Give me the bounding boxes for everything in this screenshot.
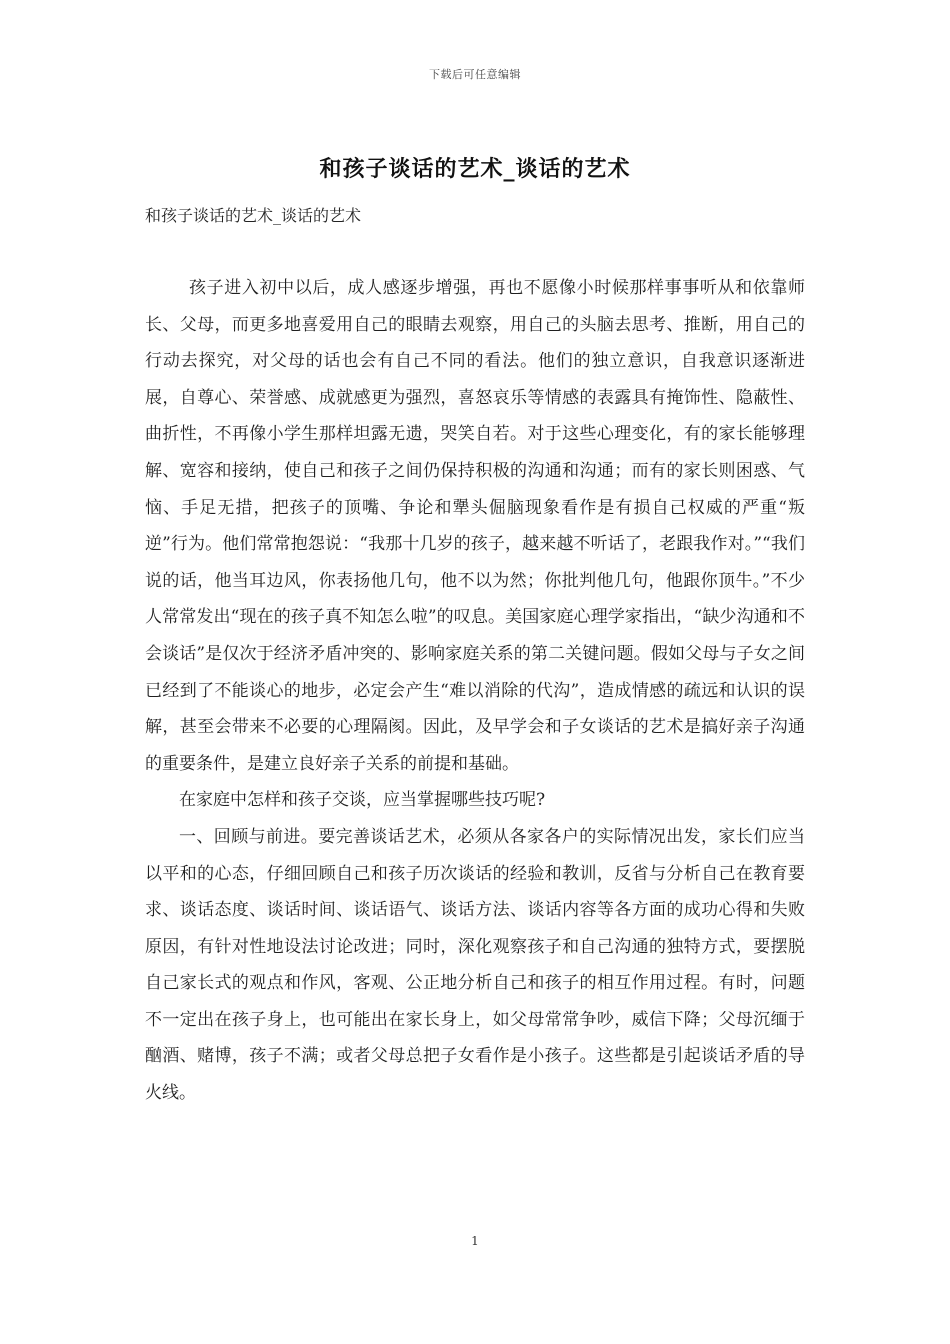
document-subtitle: 和孩子谈话的艺术_谈话的艺术 <box>145 206 362 225</box>
body-paragraph-question: 在家庭中怎样和孩子交谈，应当掌握哪些技巧呢? <box>179 790 546 811</box>
body-paragraph-intro: 孩子进入初中以后，成人感逐步增强，再也不愿像小时候那样事事听从和依靠师长、父母，而更多地喜爱用自己的眼睛去观察，用自己的头脑去思考、推断，用自己的行动去探究，对父母的话也会有自己不同的看法。他们的独立意识，自我意识逐渐进展，自尊心、荣誉感、成就感更为强烈，喜怒哀乐等情感的表露具有掩饰性、隐蔽性、曲折性，不再像小学生那样坦露无遗，哭笑自若。对于这些心理变化，有的家长能够理解、宽容和接纳，使自己和孩子之间仍保持积极的沟通和沟通；而有的家长则困惑、气恼、手足无措，把孩子的顶嘴、争论和犟头倔脑现象看作是有损自己权威的严重“叛逆”行为。他们常常抱怨说：“我那十几岁的孩子，越来越不听话了，老跟我作对。”“我们说的话，他当耳边风，你表扬他几句，他不以为然；你批判他几句，他跟你顶牛。”不少人常常发出“现在的孩子真不知怎么啦”的叹息。美国家庭心理学家指出，“缺少沟通和不会谈话”是仅次于经济矛盾冲突的、影响家庭关系的第二关键问题。假如父母与子女之间已经到了不能谈心的地步，必定会产生“难以消除的代沟”，造成情感的疏远和认识的误解，甚至会带来不必要的心理隔阂。因此，及早学会和子女谈话的艺术是搞好亲子沟通的重要条件，是建立良好亲子关系的前提和基础。 <box>145 278 805 774</box>
body-paragraph-section-one: 一、回顾与前进。要完善谈话艺术，必须从各家各户的实际情况出发，家长们应当以平和的心态，仔细回顾自己和孩子历次谈话的经验和教训，反省与分析自己在教育要求、谈话态度、谈话时间、谈话语气、谈话方法、谈话内容等各方面的成功心得和失败原因，有针对性地设法讨论改进；同时，深化观察孩子和自己沟通的独特方式，要摆脱自己家长式的观点和作风，客观、公正地分析自己和孩子的相互作用过程。有时，问题不一定出在孩子身上，也可能出在家长身上，如父母常常争吵，威信下降；父母沉缅于酗酒、赌博，孩子不满；或者父母总把子女看作是小孩子。这些都是引起谈话矛盾的导火线。 <box>145 826 805 1104</box>
document-title: 和孩子谈话的艺术_谈话的艺术 <box>319 156 631 182</box>
header-note: 下载后可任意编辑 <box>429 68 521 81</box>
page-number: 1 <box>471 1234 479 1248</box>
document-body <box>145 270 805 1112</box>
